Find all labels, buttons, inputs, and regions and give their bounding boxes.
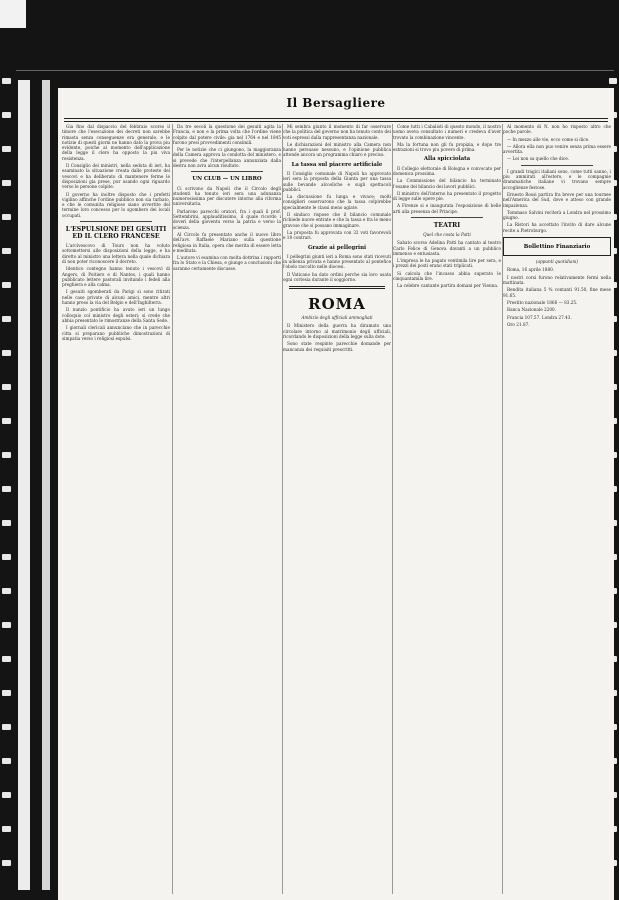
paragraph: Oro 21.87. xyxy=(507,321,530,327)
article-subheading: (appunti quotidiani) xyxy=(535,259,579,265)
film-sprockets-left xyxy=(2,78,12,888)
section-heading-bollettino: Bollettino Finanziario xyxy=(523,244,591,251)
newspaper-title: Il Bersagliere xyxy=(286,96,386,110)
column-5 xyxy=(502,124,611,894)
paragraph: — In mezzo alle vie, ecco come si dice. xyxy=(507,136,590,142)
film-sprocket-hole xyxy=(2,146,11,152)
newspaper-page xyxy=(58,88,614,900)
paragraph: Il Vaticano ha dato ordini perche sia loro usata ogni cortesia durante il soggiorno. xyxy=(283,271,391,282)
paragraph: Come tutti i Cabalisti di questo mondo, il nostro uomo aveva consultato i numeri e credeva d'aver trovato la combinazione vincente. xyxy=(393,124,501,140)
film-sprocket-hole xyxy=(2,588,11,594)
paragraph: Il Collegio elettorale di Bologna e convocato per domenica prossima. xyxy=(393,165,501,176)
paragraph: Banca Nazionale 2200. xyxy=(507,307,557,313)
paragraph: Al momento di N. non ho risposto altro che poche parole. xyxy=(503,124,611,135)
article-columns xyxy=(62,124,610,894)
article-subheading: Ambizio degli ufficiali ammogliati xyxy=(301,315,373,321)
paragraph: Mi sembra giunto il momento di far osservare che la politica del governo non ha tenuto conto dei voti espressi dalla rappresentanza nazionale. xyxy=(283,124,391,140)
gutter-strip xyxy=(18,80,30,890)
paragraph: I pellegrini giunti ieri a Roma sono stati ricevuti in udienza privata e hanno presentato al pontefice l'obolo raccolto nelle diocesi. xyxy=(283,253,391,270)
film-sprocket-hole xyxy=(2,452,11,458)
paragraph: Parlarono parecchi oratori, fra i quali il prof. Settembrini, applauditissimo, il quale ricordo i doveri della gioventu verso la patria e verso la scienza. xyxy=(173,208,281,230)
film-sprocket-hole xyxy=(2,520,11,526)
gutter-strip xyxy=(42,80,50,890)
paragraph: Il Consiglio comunale di Napoli ha approvato ieri sera la proposta della Giunta per una tassa sulle bevande alcooliche e sugli spettacoli pubblici. xyxy=(283,170,391,192)
paragraph: Il sindaco rispose che il bilancio comunale richiede nuove entrate e che la tassa e fra le meno gravose che si possano immaginare. xyxy=(283,212,391,228)
article-heading: Alla spicciolata xyxy=(423,156,471,163)
paragraph: Il ministro dell'interno ha presentato il progetto di legge sulle opere pie. xyxy=(393,190,501,202)
film-sprocket-hole xyxy=(609,78,617,84)
film-sprocket-hole xyxy=(2,724,11,730)
paragraph: Da tre secoli la questione dei gesuiti agita la Francia, e non e la prima volta che l'ordine viene colpito dal potere civile: gia nel 1764 e nel 1845 furono presi provvedimenti consimili. xyxy=(173,124,281,145)
film-sprocket-hole xyxy=(2,792,11,798)
paragraph: Francia 107.57. Londra 27.43. xyxy=(507,314,572,320)
paragraph: Ma la fortuna non gli fu propizia, e dopo tre estrazioni si trovo piu povero di prima. xyxy=(393,141,501,153)
bollettino-box xyxy=(503,237,611,256)
divider xyxy=(521,165,593,166)
film-sprocket-hole xyxy=(2,282,11,288)
film-sprocket-hole xyxy=(2,486,11,492)
paragraph: Il Ministero della guerra ha diramato una circolare intorno al matrimonio degli ufficiali, ricordando le disposizioni della legge sulla dote. xyxy=(283,323,391,340)
section-heading-teatri: TEATRI xyxy=(433,222,461,230)
film-sprocket-hole xyxy=(2,248,11,254)
paragraph: La celebre cantante partira domani per Vienna. xyxy=(397,283,499,289)
film-sprocket-hole xyxy=(2,826,11,832)
paragraph: Gia fino dal dispaccio del febbraio scorso il timore che l'esecuzione dei decreti non sarebbe rimasta senza conseguenze era generale, e le notizie di questi giorni ne hanno dato la prova piu evidente, poiche al momento dell'applicazione della legge il clero ha opposto la piu viva resistenza. xyxy=(62,124,170,161)
paragraph: L'impresa le ha pagato ventimila lire per sera, e i prezzi dei posti erano stati triplicati. xyxy=(393,258,501,269)
column-1 xyxy=(62,124,170,894)
section-heading-roma: ROMA xyxy=(308,295,366,314)
paragraph: La Ristori ha accettato l'invito di dare alcune recite a Pietroburgo. xyxy=(503,222,611,233)
film-sprocket-hole xyxy=(2,316,11,322)
paragraph: Sabato scorso Adelina Patti ha cantato al teatro Carlo Felice di Genova davanti a un pubblico immenso e entusiasta. xyxy=(393,240,501,256)
paragraph: Ernesto Rossi partira fra breve per una tournee nell'America del Sud, dove e atteso con grande impazienza. xyxy=(503,191,611,208)
page-gutter xyxy=(18,80,58,890)
paragraph: Ci scrivono da Napoli che il Circolo degli studenti ha tenuto ieri sera una adunanza numerosissima per discutere intorno alla riforma universitaria. xyxy=(173,185,281,207)
film-sprocket-hole xyxy=(2,690,11,696)
masthead-rule xyxy=(64,118,608,122)
paragraph: Si calcola che l'incasso abbia superato le cinquantamila lire. xyxy=(393,270,501,282)
paragraph: La proposta fu approvata con 32 voti favorevoli e 18 contrari. xyxy=(283,229,391,241)
film-sprocket-hole xyxy=(2,78,11,84)
column-2 xyxy=(172,124,281,894)
film-sprocket-hole xyxy=(2,384,11,390)
paragraph: L'arcivescovo di Tours non ha voluto sottomettersi alle disposizioni della legge, e ha diretto al ministro una lettera nella quale dichiara di non poter riconoscere il decreto. xyxy=(62,243,170,264)
film-sprocket-hole xyxy=(2,350,11,356)
film-sprocket-hole xyxy=(2,418,11,424)
article-heading: Grazie ai pellegrini xyxy=(307,244,367,251)
film-sprocket-hole xyxy=(2,112,11,118)
paragraph: I grandi tragici italiani sono, come tutti sanno, i piu ammirati all'estero, e le compagnie drammatiche italiane vi trovano sempre accoglienze festose. xyxy=(503,168,611,190)
divider xyxy=(289,286,385,289)
column-4 xyxy=(392,124,501,894)
film-sprocket-hole xyxy=(2,214,11,220)
paragraph: — Allora ella non puo venire senza prima essere avvertita. xyxy=(503,143,611,155)
paragraph: Al Circolo fu presentato anche il nuovo libro dell'avv. Raffaele Mariano sulla questione religiosa in Italia, opera che merita di essere letta e meditata. xyxy=(173,231,281,253)
paragraph: A Firenze si e inaugurata l'esposizione di belle arti alla presenza del Principe. xyxy=(393,203,501,214)
film-sprocket-hole xyxy=(2,622,11,628)
paragraph: La discussione fu lunga e vivace; molti consiglieri osservarono che la tassa colpirebbe specialmente le classi meno agiate. xyxy=(283,194,391,210)
film-top-edge xyxy=(16,10,614,71)
article-heading: L'ESPULSIONE DEI GESUITI ED IL CLERO FRANCESE xyxy=(65,226,167,241)
paragraph: Il nunzio pontificio ha avuto ieri un lungo colloquio col ministro degli esteri; si crede che abbia presentato le rimostranze della Santa Sede. xyxy=(62,307,170,323)
paragraph: Il Consiglio dei ministri, nella seduta di ieri, ha esaminato la situazione creata dalle proteste dei vescovi e ha deliberato di mantenere ferme le disposizioni gia prese, pur usando ogni riguardo verso le persone colpite. xyxy=(62,163,170,190)
divider xyxy=(411,217,483,218)
paragraph: L'autore vi esamina con molta dottrina i rapporti fra lo Stato e la Chiesa, e giunge a conclusioni che saranno certamente discusse. xyxy=(173,255,281,271)
paragraph: I giornali clericali annunciano che in parecchie citta si preparano pubbliche dimostrazioni di simpatia verso i religiosi espulsi. xyxy=(62,325,170,341)
paragraph: Prestito nazionale 1866 — 83.25. xyxy=(507,299,578,305)
paragraph: Per le notizie che ci giungono, la maggioranza della Camera approva la condotta del ministero, e si prevede che l'interpellanza annunziata dalla destra non avra alcun risultato. xyxy=(173,147,281,169)
paragraph: Roma, 16 aprile 1880. xyxy=(507,267,555,273)
film-sprocket-hole xyxy=(2,180,11,186)
column-3 xyxy=(282,124,391,894)
article-heading: La tassa sul piacere artificiale xyxy=(291,161,383,168)
film-sprocket-hole xyxy=(2,860,11,866)
paragraph: Il governo ha inoltre disposto che i prefetti vigilino affinche l'ordine pubblico non sia turbato, e che le comunita religiose siano avvertite del termine loro concesso per lo sgombero dei locali occupati. xyxy=(62,191,170,218)
paragraph: — Lei non sa quello che dice. xyxy=(507,156,570,162)
divider xyxy=(80,221,152,222)
paragraph: Le dichiarazioni del ministro alla Camera non hanno persuaso nessuno, e l'opinione pubblica attende ancora un programma chiaro e preciso. xyxy=(283,141,391,158)
film-sprocket-hole xyxy=(2,758,11,764)
article-heading: UN CLUB — UN LIBRO xyxy=(192,176,262,183)
paragraph: Sono state respinte parecchie domande per mancanza dei requisiti prescritti. xyxy=(283,341,391,352)
article-subheading: Quel che costa la Patti xyxy=(423,232,471,238)
paragraph: Identico contegno hanno tenuto i vescovi di Angers, di Poitiers e di Nantes, i quali hanno pubblicato lettere pastorali invitando i fedeli alla preghiera e alla calma. xyxy=(62,266,170,288)
paragraph: I gesuiti sgomberati da Parigi si sono ritirati nelle case private di alcuni amici, mentre altri hanno preso la via del Belgio e dell'Inghilterra. xyxy=(62,289,170,306)
paragraph: Rendita italiana 5 % contanti 91.50, fine mese 91.65. xyxy=(503,287,611,298)
film-sprocket-hole xyxy=(2,656,11,662)
divider xyxy=(191,171,263,172)
film-sprocket-hole xyxy=(2,554,11,560)
paragraph: Tommaso Salvini reciterà a Londra nel prossimo giugno. xyxy=(503,209,611,221)
paragraph: I nostri corsi furono relativamente fermi nella mattinata. xyxy=(503,274,611,286)
paragraph: La Commissione del bilancio ha terminato l'esame del bilancio dei lavori pubblici. xyxy=(393,178,501,189)
masthead xyxy=(58,88,614,122)
